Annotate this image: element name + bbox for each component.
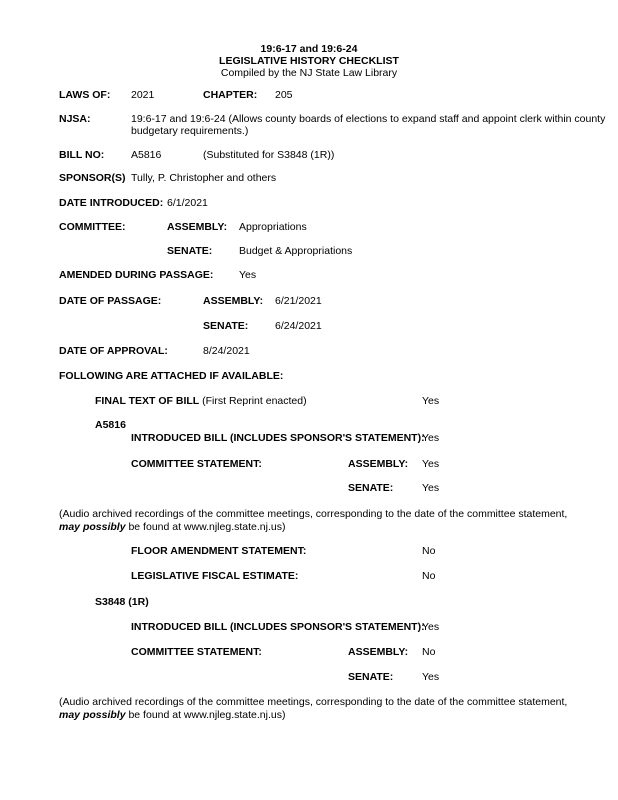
date-introduced-value: 6/1/2021 bbox=[167, 197, 208, 209]
audio-note-possibly: possibly bbox=[82, 709, 126, 721]
njsa-line-1: 19:6-17 and 19:6-24 (Allows county boards of elections to expand staff and appoint clerk within county bbox=[131, 113, 606, 125]
date-of-passage-label: DATE OF PASSAGE: bbox=[59, 295, 162, 307]
a5816-introduced-value: Yes bbox=[422, 432, 440, 444]
bill-no-label: BILL NO: bbox=[59, 149, 105, 161]
chapter-value: 205 bbox=[275, 89, 293, 101]
audio-note-text: (Audio archived recordings of the committee meetings, corresponding to the date of the committee statement, bbox=[59, 508, 568, 520]
s3848-senate-value: Yes bbox=[422, 671, 440, 683]
passage-assembly-value: 6/21/2021 bbox=[275, 295, 322, 307]
a5816-fiscal-value: No bbox=[422, 570, 436, 582]
committee-label: COMMITTEE: bbox=[59, 221, 126, 233]
a5816-committee-label: COMMITTEE STATEMENT: bbox=[131, 458, 262, 470]
njsa-label: NJSA: bbox=[59, 113, 91, 125]
bill-substituted: (Substituted for S3848 (1R)) bbox=[203, 149, 335, 161]
a5816-fiscal-label: LEGISLATIVE FISCAL ESTIMATE: bbox=[131, 570, 299, 582]
date-of-approval-value: 8/24/2021 bbox=[203, 345, 250, 357]
laws-of-label: LAWS OF: bbox=[59, 89, 111, 101]
bill-number: A5816 bbox=[131, 149, 162, 161]
audio-note-url-text: be found at www.njleg.state.nj.us) bbox=[125, 709, 286, 721]
final-text-note: (First Reprint enacted) bbox=[202, 395, 307, 407]
audio-note bbox=[59, 508, 579, 534]
s3848-senate-label: SENATE: bbox=[348, 671, 394, 683]
audio-note-text: (Audio archived recordings of the committee meetings, corresponding to the date of the committee statement, bbox=[59, 696, 568, 708]
page-title: LEGISLATIVE HISTORY CHECKLIST bbox=[219, 55, 399, 67]
a5816-heading: A5816 bbox=[95, 419, 126, 431]
attached-heading: FOLLOWING ARE ATTACHED IF AVAILABLE: bbox=[59, 370, 284, 382]
header-compiler: Compiled by the NJ State Law Library bbox=[220, 67, 398, 79]
laws-of-year: 2021 bbox=[131, 89, 155, 101]
njsa-line-2: budgetary requirements.) bbox=[131, 125, 249, 137]
audio-note-may: may bbox=[59, 521, 81, 533]
a5816-introduced-label: INTRODUCED BILL (INCLUDES SPONSOR'S STATEMENT): bbox=[131, 432, 425, 444]
committee-assembly-value: Appropriations bbox=[239, 221, 307, 233]
a5816-senate-value: Yes bbox=[422, 482, 440, 494]
amended-value: Yes bbox=[239, 269, 257, 281]
s3848-introduced-label: INTRODUCED BILL (INCLUDES SPONSOR'S STATEMENT): bbox=[131, 621, 425, 633]
committee-assembly-label: ASSEMBLY: bbox=[167, 221, 228, 233]
a5816-floor-label: FLOOR AMENDMENT STATEMENT: bbox=[131, 545, 307, 557]
date-introduced-label: DATE INTRODUCED: bbox=[59, 197, 164, 209]
a5816-assembly-value: Yes bbox=[422, 458, 440, 470]
passage-senate-label: SENATE: bbox=[203, 320, 249, 332]
audio-note-may: may bbox=[59, 709, 81, 721]
a5816-senate-label: SENATE: bbox=[348, 482, 394, 494]
s3848-assembly-label: ASSEMBLY: bbox=[348, 646, 409, 658]
final-text-row bbox=[95, 395, 307, 408]
amended-label: AMENDED DURING PASSAGE: bbox=[59, 269, 214, 281]
s3848-committee-label: COMMITTEE STATEMENT: bbox=[131, 646, 262, 658]
header-citation: 19:6-17 and 19:6-24 bbox=[260, 43, 358, 55]
committee-senate-label: SENATE: bbox=[167, 245, 213, 257]
committee-senate-value: Budget & Appropriations bbox=[239, 245, 353, 257]
final-text-label: FINAL TEXT OF BILL bbox=[95, 395, 200, 407]
date-of-approval-label: DATE OF APPROVAL: bbox=[59, 345, 168, 357]
passage-senate-value: 6/24/2021 bbox=[275, 320, 322, 332]
s3848-introduced-value: Yes bbox=[422, 621, 440, 633]
a5816-assembly-label: ASSEMBLY: bbox=[348, 458, 409, 470]
final-text-value: Yes bbox=[422, 395, 440, 407]
chapter-label: CHAPTER: bbox=[203, 89, 258, 101]
audio-note-url-text: be found at www.njleg.state.nj.us) bbox=[125, 521, 286, 533]
s3848-heading: S3848 (1R) bbox=[95, 596, 149, 608]
passage-assembly-label: ASSEMBLY: bbox=[203, 295, 264, 307]
s3848-assembly-value: No bbox=[422, 646, 436, 658]
sponsor-value: Tully, P. Christopher and others bbox=[131, 172, 277, 184]
a5816-floor-value: No bbox=[422, 545, 436, 557]
audio-note-possibly: possibly bbox=[82, 521, 126, 533]
audio-note-s3848 bbox=[59, 696, 579, 722]
sponsor-label: SPONSOR(S) bbox=[59, 172, 126, 184]
